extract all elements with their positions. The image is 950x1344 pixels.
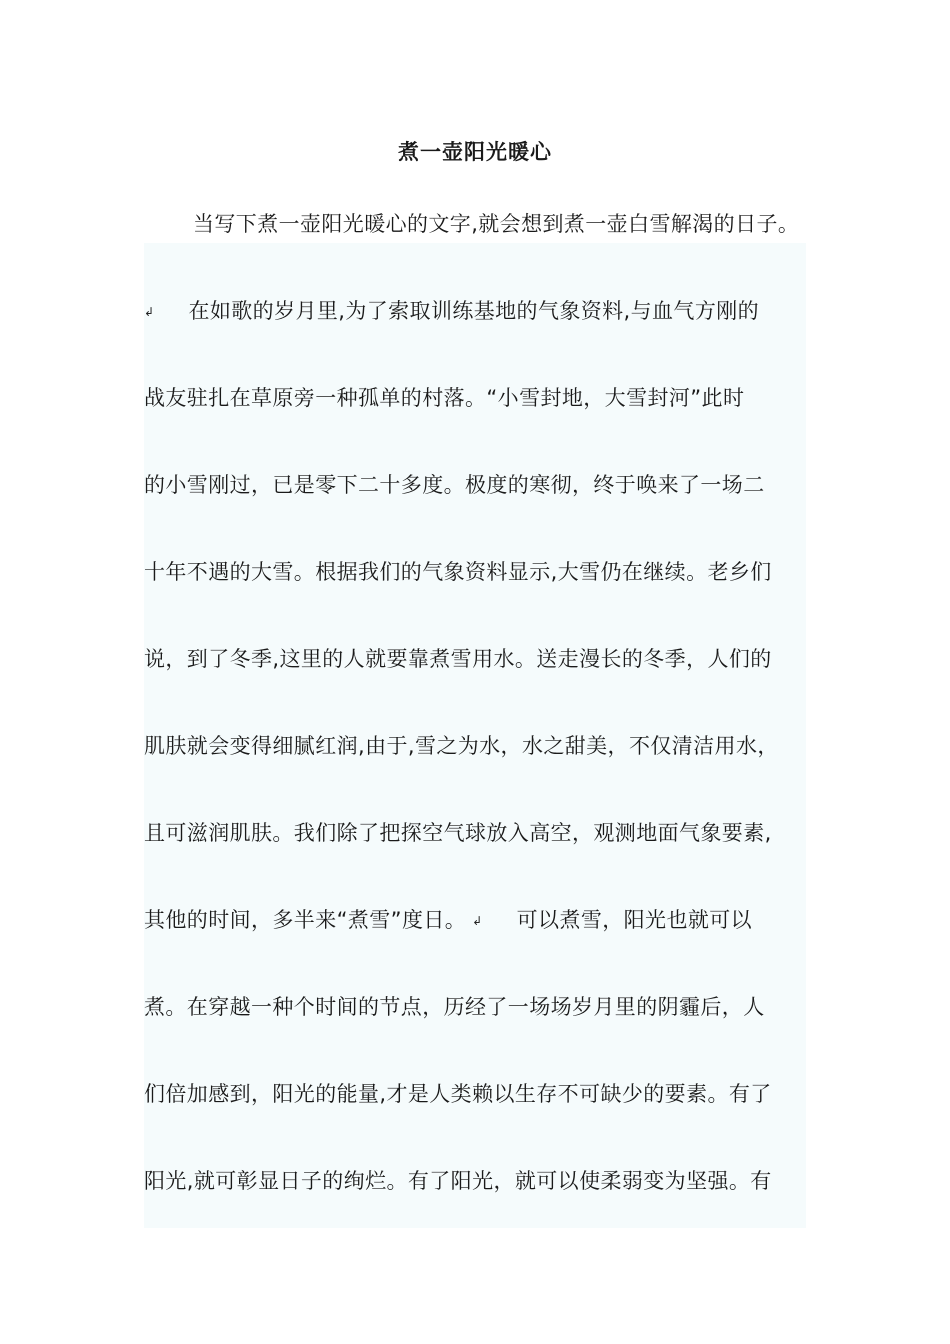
text-line-9-content: 其他的时间，多半来“煮雪”度日。 (144, 908, 467, 932)
text-line-4: 的小雪刚过，已是零下二十多度。极度的寒彻，终于唤来了一场二 (144, 473, 765, 497)
text-line-12: 阳光,就可彰显日子的绚烂。有了阳光，就可以使柔弱变为坚强。有 (144, 1169, 772, 1193)
text-line-6: 说，到了冬季,这里的人就要靠煮雪用水。送走漫长的冬季，人们的 (144, 647, 772, 671)
text-line-8: 且可滋润肌肤。我们除了把探空气球放入高空，观测地面气象要素, (144, 821, 772, 845)
text-line-1: 当写下煮一壶阳光暖心的文字,就会想到煮一壶白雪解渴的日子。 (193, 212, 800, 236)
text-line-2 (144, 296, 824, 327)
text-line-9-continuation: 可以煮雪，阳光也就可以 (516, 908, 753, 932)
text-line-2-content: 在如歌的岁月里,为了索取训练基地的气象资料,与血气方刚的 (188, 299, 760, 323)
text-line-11: 们倍加感到，阳光的能量,才是人类赖以生存不可缺少的要素。有了 (144, 1082, 772, 1106)
text-line-7: 肌肤就会变得细腻红润,由于,雪之为水，水之甜美，不仅清洁用水， (144, 734, 779, 758)
text-line-3: 战友驻扎在草原旁一种孤单的村落。“小雪封地，大雪封河”此时 (144, 386, 745, 410)
text-line-9 (144, 905, 824, 936)
paragraph-mark-icon: ↲ (144, 305, 155, 319)
text-line-10: 煮。在穿越一种个时间的节点，历经了一场场岁月里的阴霾后，人 (144, 995, 765, 1019)
document-title: 煮一壶阳光暖心 (398, 140, 552, 164)
text-line-5: 十年不遇的大雪。根据我们的气象资料显示,大雪仍在继续。老乡们 (144, 560, 772, 584)
paragraph-mark-icon: ↲ (472, 914, 483, 928)
